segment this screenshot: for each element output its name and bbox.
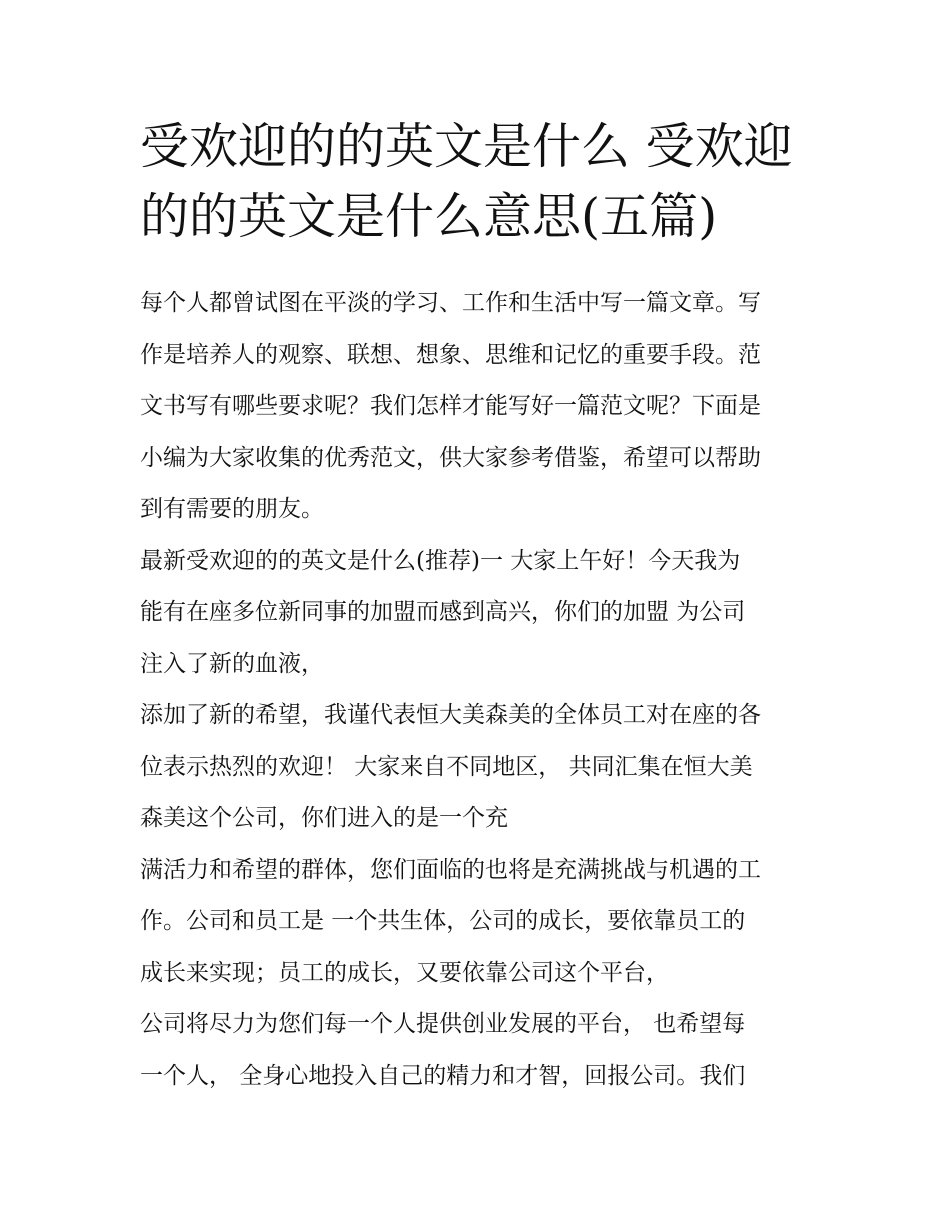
body-line: 能有在座多位新同事的加盟而感到高兴，你们的加盟 为公司 xyxy=(140,599,746,625)
body-line: 到有需要的朋友。 xyxy=(140,496,324,522)
body-line: 位表示热烈的欢迎！ 大家来自不同地区， 共同汇集在恒大美 xyxy=(140,753,753,780)
body-line: 文书写有哪些要求呢？我们怎样才能写好一篇范文呢？下面是 xyxy=(140,393,761,419)
title-line: 的的英文是什么意思(五篇) xyxy=(140,188,718,245)
document-page xyxy=(140,112,815,1102)
body-line: 最新受欢迎的的英文是什么(推荐)一 大家上午好！今天我为 xyxy=(140,547,741,574)
body-line: 作是培养人的观察、联想、想象、思维和记忆的重要手段。范 xyxy=(140,341,761,368)
body-line: 每个人都曾试图在平淡的学习、工作和生活中写一篇文章。写 xyxy=(140,290,761,316)
body-line: 注入了新的血液， xyxy=(140,650,324,677)
body-line: 添加了新的希望，我谨代表恒大美森美的全体员工对在座的各 xyxy=(140,702,761,728)
title-line: 受欢迎的的英文是什么 受欢迎 xyxy=(140,118,793,175)
body-line: 小编为大家收集的优秀范文，供大家参考借鉴，希望可以帮助 xyxy=(140,444,761,471)
body-line: 一个人， 全身心地投入自己的精力和才智，回报公司。我们 xyxy=(140,1062,746,1089)
body-line: 公司将尽力为您们每一个人提供创业发展的平台， 也希望每 xyxy=(140,1011,746,1037)
document-body xyxy=(140,278,815,1102)
document-title xyxy=(140,112,815,252)
body-line: 森美这个公司，你们进入的是一个充 xyxy=(140,805,508,831)
body-line: 作。公司和员工是 一个共生体，公司的成长，要依靠员工的 xyxy=(140,908,746,934)
body-line: 成长来实现；员工的成长，又要依靠公司这个平台， xyxy=(140,959,669,986)
body-line: 满活力和希望的群体，您们面临的也将是充满挑战与机遇的工 xyxy=(140,856,761,883)
